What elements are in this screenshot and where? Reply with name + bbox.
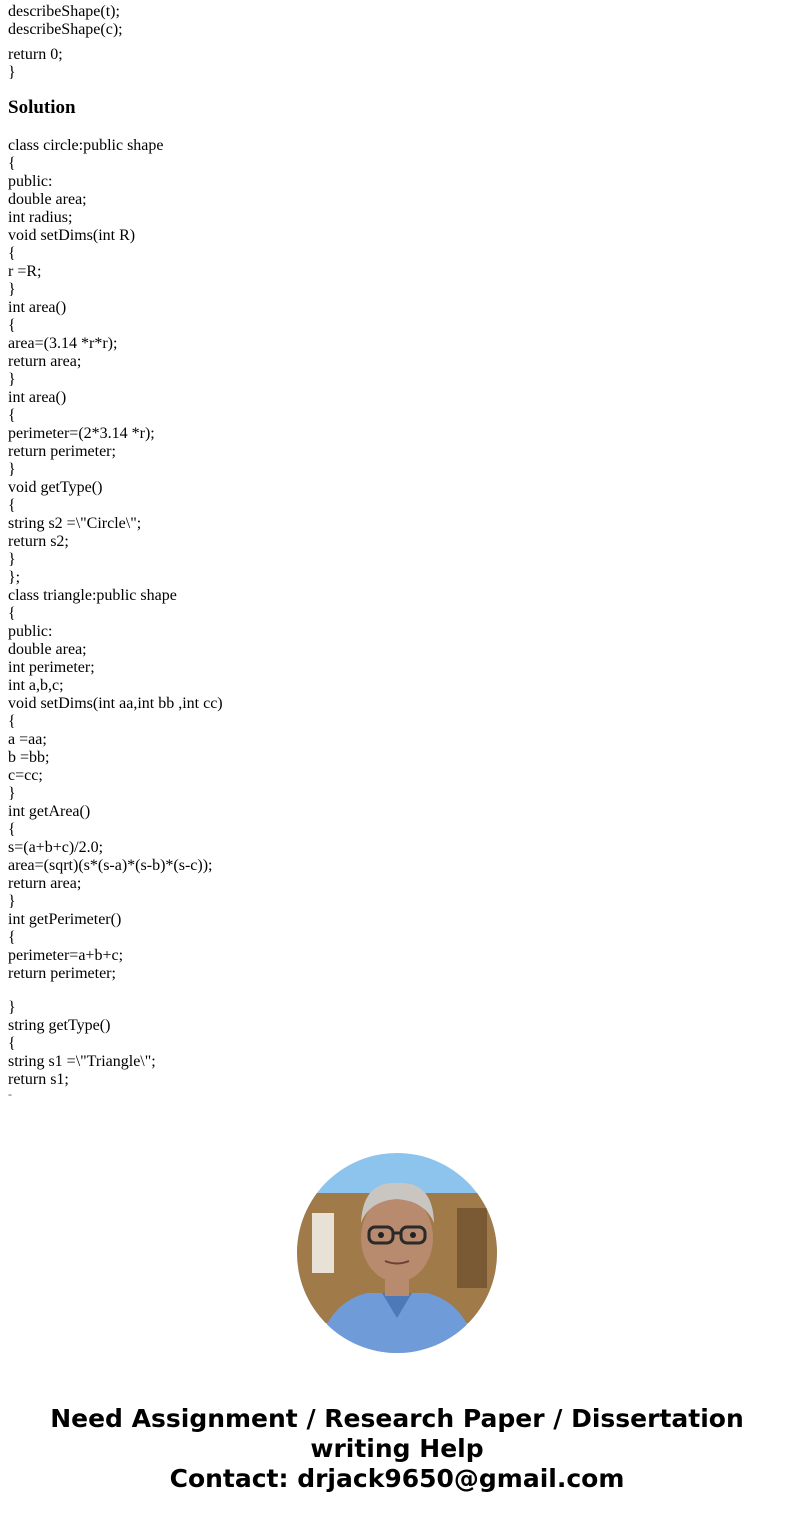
code-return xyxy=(8,46,778,82)
code-line: { xyxy=(8,245,16,262)
code-line: } xyxy=(8,461,16,478)
code-line: describeShape(c); xyxy=(8,21,123,38)
solution-heading: Solution xyxy=(8,97,76,118)
code-line: int perimeter; xyxy=(8,659,95,676)
code-line: int area() xyxy=(8,299,67,316)
code-line: } xyxy=(8,999,16,1016)
code-line: { xyxy=(8,155,16,172)
code-line: int radius; xyxy=(8,209,73,226)
code-line: double area; xyxy=(8,191,87,208)
code-line: } xyxy=(8,551,16,568)
code-line: return area; xyxy=(8,875,82,892)
code-line: string s2 =\"Circle\"; xyxy=(8,515,142,532)
code-line: return perimeter; xyxy=(8,443,116,460)
code-line: void setDims(int R) xyxy=(8,227,136,244)
code-line: return perimeter; xyxy=(8,965,116,982)
code-line: area=(3.14 *r*r); xyxy=(8,335,118,352)
solution-code xyxy=(8,137,778,983)
code-line: a =aa; xyxy=(8,731,47,748)
code-line: { xyxy=(8,713,16,730)
avatar-photo-icon xyxy=(297,1153,497,1353)
footer-banner xyxy=(0,1404,794,1494)
footer-contact: Contact: drjack9650@gmail.com xyxy=(169,1464,625,1493)
code-line: { xyxy=(8,497,16,514)
code-line: perimeter=a+b+c; xyxy=(8,947,124,964)
code-line: { xyxy=(8,317,16,334)
code-line: return 0; xyxy=(8,46,63,63)
code-line: string s1 =\"Triangle\"; xyxy=(8,1053,156,1070)
code-intro xyxy=(8,3,778,39)
code-line: int area() xyxy=(8,389,67,406)
code-line: s=(a+b+c)/2.0; xyxy=(8,839,104,856)
code-line: return area; xyxy=(8,353,82,370)
code-line: double area; xyxy=(8,641,87,658)
code-line: } xyxy=(8,64,16,81)
code-line: { xyxy=(8,929,16,946)
code-line: { xyxy=(8,407,16,424)
code-line: return s1; xyxy=(8,1071,69,1088)
code-line: class triangle:public shape xyxy=(8,587,177,604)
footer-line-1: Need Assignment / Research Paper / Dissertation xyxy=(50,1404,744,1433)
cut-off-line: - xyxy=(8,1089,12,1099)
code-line: string getType() xyxy=(8,1017,111,1034)
code-line: { xyxy=(8,1035,16,1052)
code-line: int getArea() xyxy=(8,803,91,820)
code-line: int getPerimeter() xyxy=(8,911,122,928)
code-line: public: xyxy=(8,623,53,640)
solution-code-tail xyxy=(8,999,778,1089)
code-line: r =R; xyxy=(8,263,42,280)
code-line: b =bb; xyxy=(8,749,50,766)
footer-line-2: writing Help xyxy=(310,1434,484,1463)
code-line: } xyxy=(8,893,16,910)
code-line: int a,b,c; xyxy=(8,677,64,694)
code-line: } xyxy=(8,281,16,298)
code-line: return s2; xyxy=(8,533,69,550)
code-line: describeShape(t); xyxy=(8,3,120,20)
code-line: perimeter=(2*3.14 *r); xyxy=(8,425,155,442)
code-line: } xyxy=(8,785,16,802)
code-line: { xyxy=(8,821,16,838)
code-line: } xyxy=(8,371,16,388)
code-line: class circle:public shape xyxy=(8,137,164,154)
document-body xyxy=(8,3,778,1099)
code-line: }; xyxy=(8,569,21,586)
author-avatar xyxy=(297,1153,497,1353)
code-line: area=(sqrt)(s*(s-a)*(s-b)*(s-c)); xyxy=(8,857,213,874)
code-line: void setDims(int aa,int bb ,int cc) xyxy=(8,695,223,712)
code-line: { xyxy=(8,605,16,622)
code-line: void getType() xyxy=(8,479,103,496)
code-line: c=cc; xyxy=(8,767,43,784)
code-line: public: xyxy=(8,173,53,190)
